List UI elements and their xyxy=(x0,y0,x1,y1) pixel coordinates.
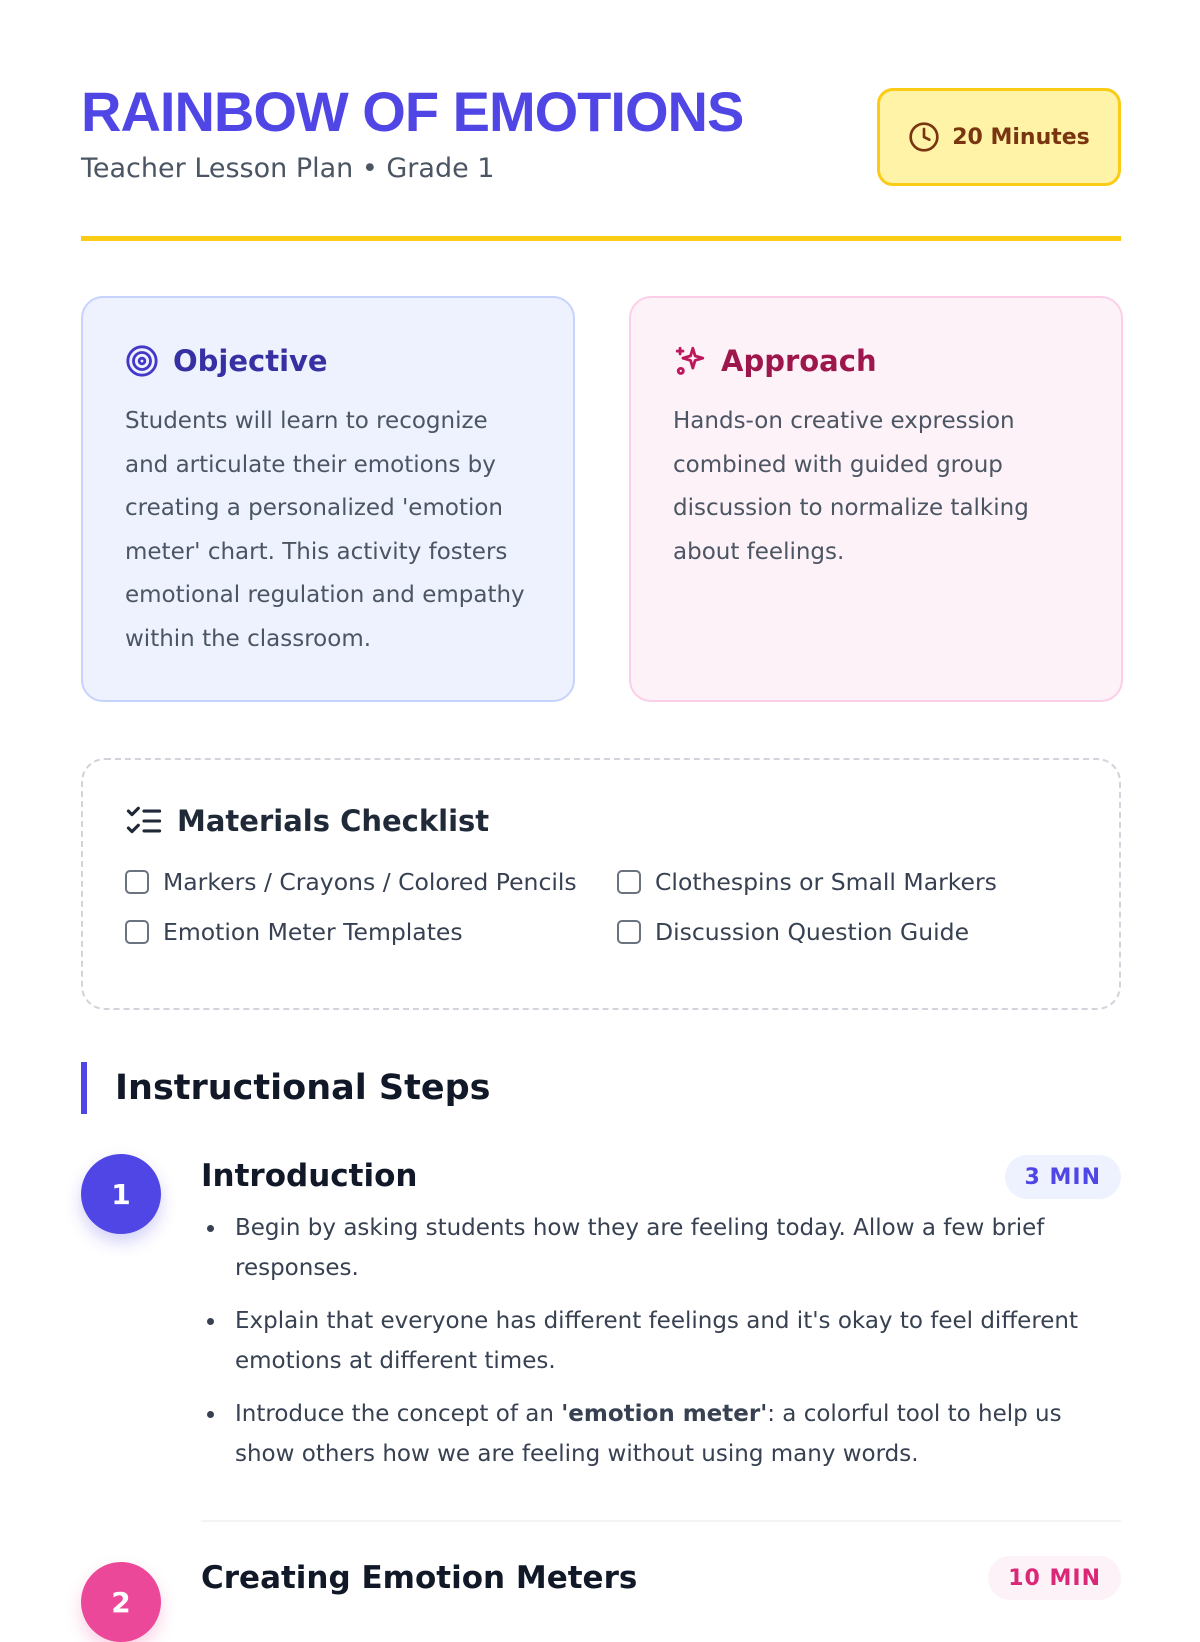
materials-checklist xyxy=(81,758,1121,1010)
header-divider xyxy=(81,236,1121,241)
sparkles-icon xyxy=(673,344,707,378)
list-item xyxy=(201,1394,1121,1474)
material-checkbox[interactable] xyxy=(125,920,149,944)
list-item: Explain that everyone has different feelings and it's okay to feel different emotions at different times. xyxy=(201,1301,1121,1381)
bullet-text: Introduce the concept of an xyxy=(235,1401,562,1427)
clock-icon xyxy=(908,121,940,153)
lesson-plan-page xyxy=(81,0,1121,1619)
step-duration-badge: 3 MIN xyxy=(1005,1155,1121,1199)
objective-title: Objective xyxy=(173,344,328,378)
steps-heading: Instructional Steps xyxy=(81,1062,490,1114)
material-checkbox[interactable] xyxy=(617,870,641,894)
material-label: Emotion Meter Templates xyxy=(163,918,463,946)
material-item[interactable] xyxy=(125,868,617,896)
step-number: 1 xyxy=(81,1154,161,1234)
step-number: 2 xyxy=(81,1562,161,1642)
step-title: Introduction xyxy=(201,1158,418,1194)
duration-label: 20 Minutes xyxy=(952,124,1090,150)
target-icon xyxy=(125,344,159,378)
objective-body: Students will learn to recognize and articulate their emotions by creating a personalized 'emotion meter' chart. This activity fosters emotional regulation and empathy within the classroom. xyxy=(125,408,525,652)
objective-card xyxy=(81,296,575,702)
step-title: Creating Emotion Meters xyxy=(201,1560,638,1596)
material-label: Markers / Crayons / Colored Pencils xyxy=(163,868,577,896)
material-label: Discussion Question Guide xyxy=(655,918,970,946)
material-item[interactable] xyxy=(617,918,1077,946)
approach-card xyxy=(629,296,1123,702)
step-bullets xyxy=(201,1208,1121,1487)
material-item[interactable] xyxy=(125,918,617,946)
material-checkbox[interactable] xyxy=(125,870,149,894)
list-item: Begin by asking students how they are feeling today. Allow a few brief responses. xyxy=(201,1208,1121,1288)
approach-title: Approach xyxy=(721,344,877,378)
materials-title: Materials Checklist xyxy=(177,804,490,838)
step-duration-badge: 10 MIN xyxy=(988,1556,1121,1600)
material-item[interactable] xyxy=(617,868,1077,896)
bullet-text: : a colorful tool to help us show others how we are feeling without using many words. xyxy=(235,1401,1062,1467)
step-divider xyxy=(201,1520,1121,1522)
material-checkbox[interactable] xyxy=(617,920,641,944)
page-title: RAINBOW OF EMOTIONS xyxy=(81,80,744,143)
material-label: Clothespins or Small Markers xyxy=(655,868,997,896)
duration-badge xyxy=(877,88,1121,186)
bullet-emphasis: 'emotion meter' xyxy=(561,1401,768,1427)
page-subtitle: Teacher Lesson Plan • Grade 1 xyxy=(81,153,495,184)
checklist-icon xyxy=(125,804,163,838)
approach-body: Hands-on creative expression combined with guided group discussion to normalize talking about feelings. xyxy=(673,408,1029,565)
